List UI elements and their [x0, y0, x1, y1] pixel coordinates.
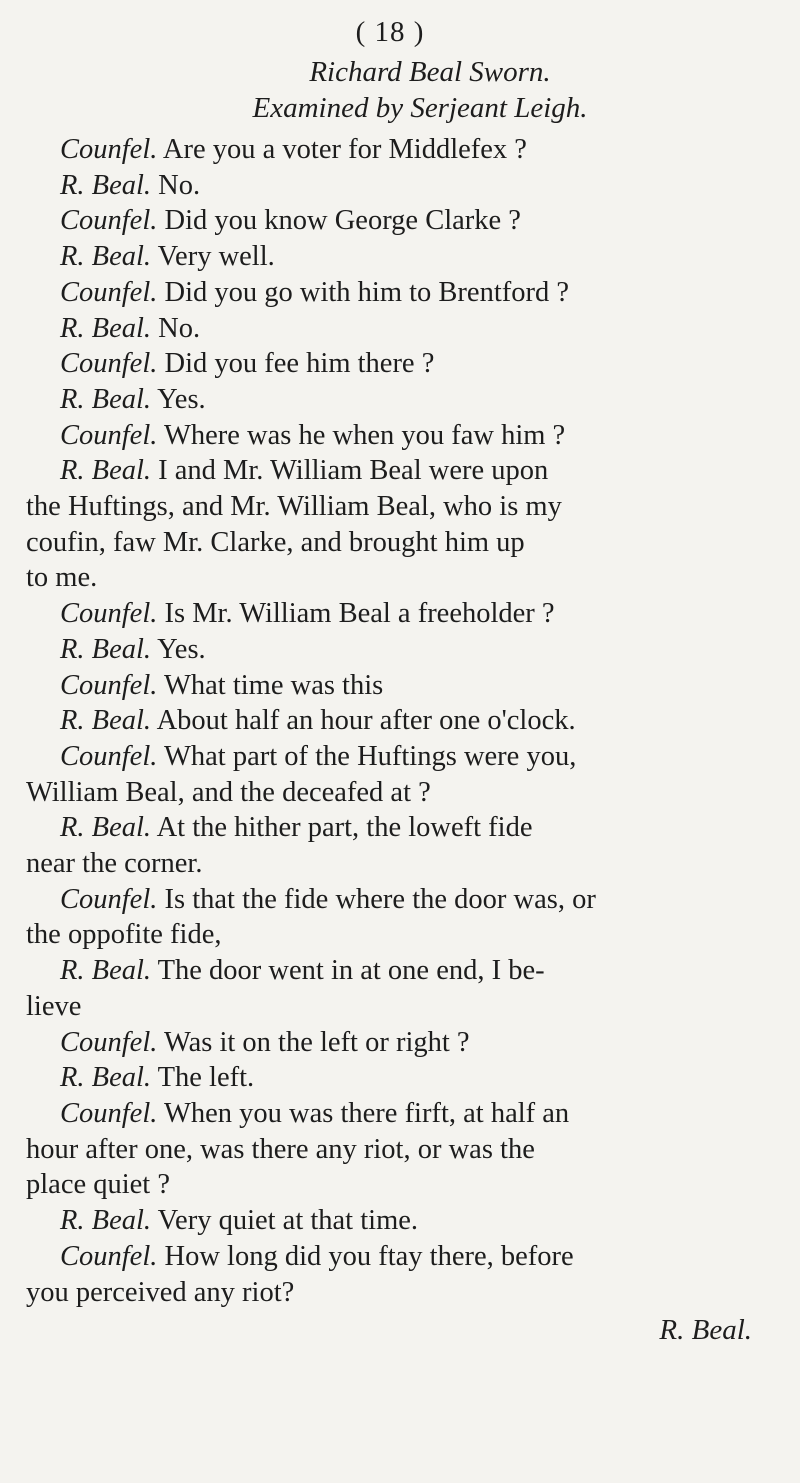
line-text: coufin, faw Mr. Clarke, and brought him up [26, 526, 525, 558]
line-text: the oppofite fide, [26, 919, 222, 951]
transcript-line [26, 917, 778, 953]
line-text: Did you go with him to Brentford ? [157, 276, 569, 308]
transcript-line [26, 1203, 778, 1239]
transcript-line [26, 846, 778, 882]
transcript-body [26, 132, 778, 1310]
transcript-line [26, 882, 778, 918]
line-text: No. [151, 169, 201, 201]
speaker-label: R. Beal. [60, 705, 152, 737]
speaker-label: R. Beal. [60, 812, 152, 844]
heading-title: Richard Beal Sworn. [309, 56, 551, 88]
transcript-line [26, 632, 778, 668]
transcript-line [26, 275, 778, 311]
line-text: Yes. [151, 383, 206, 415]
line-text: Is that the fide where the door was, or [157, 883, 596, 915]
line-text: Is Mr. William Beal a freeholder ? [157, 598, 555, 630]
transcript-line [26, 810, 778, 846]
transcript-line [26, 1025, 778, 1061]
speaker-label: Counfel. [60, 205, 158, 237]
speaker-label: R. Beal. [60, 383, 152, 415]
transcript-line [26, 953, 778, 989]
catchword: R. Beal. [659, 1314, 752, 1347]
speaker-label: R. Beal. [60, 455, 152, 487]
transcript-line [26, 168, 778, 204]
line-text: No. [151, 312, 201, 344]
transcript-line [26, 739, 778, 775]
transcript-line [26, 703, 778, 739]
transcript-line [26, 1167, 778, 1203]
transcript-line [26, 1239, 778, 1275]
speaker-label: R. Beal. [60, 1062, 152, 1094]
line-text: lieve [26, 990, 82, 1022]
speaker-label: R. Beal. [60, 955, 152, 987]
line-text: Very quiet at that time. [151, 1205, 419, 1237]
line-text: the Huftings, and Mr. William Beal, who is my [26, 491, 562, 523]
line-text: Did you fee him there ? [157, 348, 435, 380]
speaker-label: Counfel. [60, 1026, 158, 1058]
line-text: Was it on the left or right ? [157, 1026, 470, 1058]
speaker-label: Counfel. [60, 740, 158, 772]
transcript-line [26, 311, 778, 347]
line-text: place quiet ? [26, 1169, 171, 1201]
speaker-label: R. Beal. [60, 1205, 152, 1237]
speaker-label: Counfel. [60, 348, 158, 380]
speaker-label: R. Beal. [60, 633, 152, 665]
transcript-line [26, 453, 778, 489]
line-text: Very well. [151, 241, 275, 273]
line-text: I and Mr. William Beal were upon [151, 455, 549, 487]
transcript-line [26, 668, 778, 704]
line-text: About half an hour after one o'clock. [151, 705, 576, 737]
line-text: The left. [151, 1062, 255, 1094]
line-text: At the hither part, the loweft fide [151, 812, 533, 844]
line-text: William Beal, and the deceafed at ? [26, 776, 431, 808]
transcript-line [26, 489, 778, 525]
line-text: hour after one, was there any riot, or was the [26, 1133, 535, 1165]
transcript-line [26, 596, 778, 632]
transcript-line [26, 382, 778, 418]
line-text: Yes. [151, 633, 206, 665]
transcript-line [26, 203, 778, 239]
line-text: When you was there firft, at half an [157, 1097, 570, 1129]
speaker-label: Counfel. [60, 134, 158, 165]
speaker-label: Counfel. [60, 276, 158, 308]
line-text: What part of the Huftings were you, [157, 740, 577, 772]
transcript-line [26, 1132, 778, 1168]
transcript-line [26, 1060, 778, 1096]
transcript-line [26, 775, 778, 811]
line-text: Did you know George Clarke ? [157, 205, 521, 237]
page-number: ( 18 ) [355, 16, 425, 48]
speaker-label: Counfel. [60, 1097, 158, 1129]
speaker-label: Counfel. [60, 669, 158, 701]
line-text: you perceived any riot? [26, 1276, 295, 1308]
speaker-label: R. Beal. [60, 169, 152, 201]
line-text: near the corner. [26, 848, 203, 880]
heading-subtitle: Examined by Serjeant Leigh. [252, 92, 588, 124]
line-text: Where was he when you faw him ? [157, 419, 566, 451]
transcript-line [26, 1096, 778, 1132]
line-text: What time was this [157, 669, 384, 701]
speaker-label: R. Beal. [60, 312, 152, 344]
speaker-label: Counfel. [60, 883, 158, 915]
transcript-line [26, 132, 778, 168]
speaker-label: Counfel. [60, 419, 158, 451]
transcript-line [26, 525, 778, 561]
transcript-line [26, 560, 778, 596]
speaker-label: Counfel. [60, 1240, 158, 1272]
line-text: The door went in at one end, I be- [151, 955, 545, 987]
line-text: Are you a voter for Middlefex ? [157, 134, 527, 165]
line-text: How long did you ftay there, before [157, 1240, 574, 1272]
transcript-line [26, 239, 778, 275]
transcript-line [26, 989, 778, 1025]
speaker-label: R. Beal. [60, 241, 152, 273]
speaker-label: Counfel. [60, 598, 158, 630]
transcript-line [26, 1275, 778, 1311]
transcript-line [26, 346, 778, 382]
line-text: to me. [26, 562, 98, 594]
transcript-line [26, 418, 778, 454]
